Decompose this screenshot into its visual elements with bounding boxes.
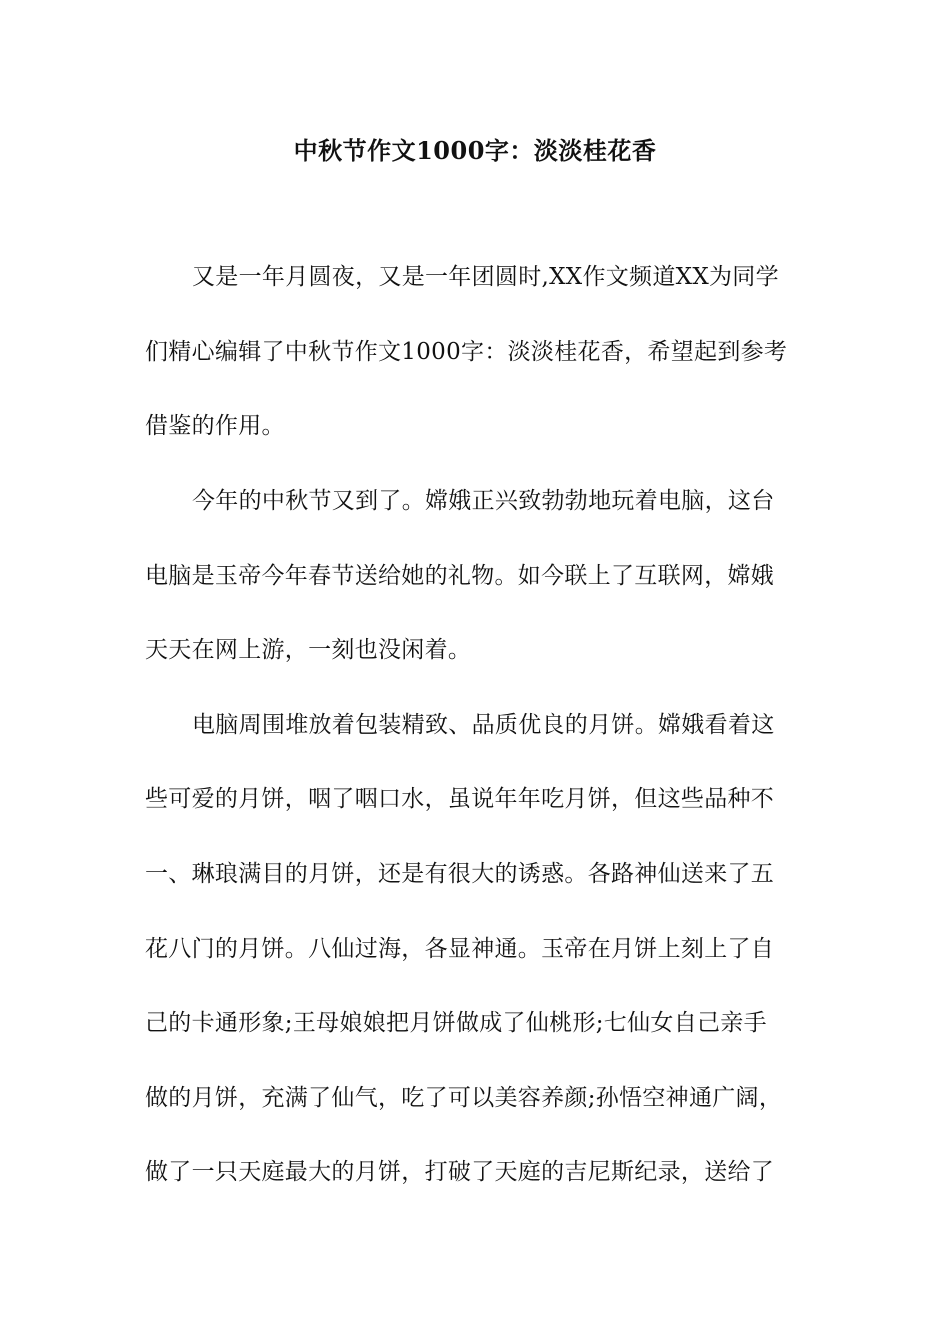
document-title: 中秋节作文1000字：淡淡桂花香 [293, 136, 657, 165]
paragraph-line: 们精心编辑了中秋节作文1000字：淡淡桂花香，希望起到参考 [145, 339, 788, 365]
paragraph-line: 一、琳琅满目的月饼，还是有很大的诱惑。各路神仙送来了五 [145, 861, 775, 887]
paragraph-line: 花八门的月饼。八仙过海，各显神通。玉帝在月饼上刻上了自 [145, 936, 775, 962]
paragraph-line: 电脑周围堆放着包装精致、品质优良的月饼。嫦娥看着这 [192, 712, 775, 738]
paragraph-line: 天天在网上游，一刻也没闲着。 [145, 637, 472, 663]
paragraph-line: 电脑是玉帝今年春节送给她的礼物。如今联上了互联网，嫦娥 [145, 563, 775, 589]
paragraph-line: 己的卡通形象;王母娘娘把月饼做成了仙桃形;七仙女自己亲手 [145, 1010, 767, 1036]
paragraph-line: 又是一年月圆夜，又是一年团圆时,XX作文频道XX为同学 [192, 264, 779, 290]
paragraph-line: 做了一只天庭最大的月饼，打破了天庭的吉尼斯纪录，送给了 [145, 1159, 775, 1185]
paragraph-line: 做的月饼，充满了仙气，吃了可以美容养颜;孙悟空神通广阔， [145, 1085, 783, 1111]
paragraph-line: 些可爱的月饼，咽了咽口水，虽说年年吃月饼，但这些品种不 [145, 786, 775, 812]
paragraph-line: 今年的中秋节又到了。嫦娥正兴致勃勃地玩着电脑，这台 [192, 488, 775, 514]
paragraph-line: 借鉴的作用。 [145, 413, 285, 439]
